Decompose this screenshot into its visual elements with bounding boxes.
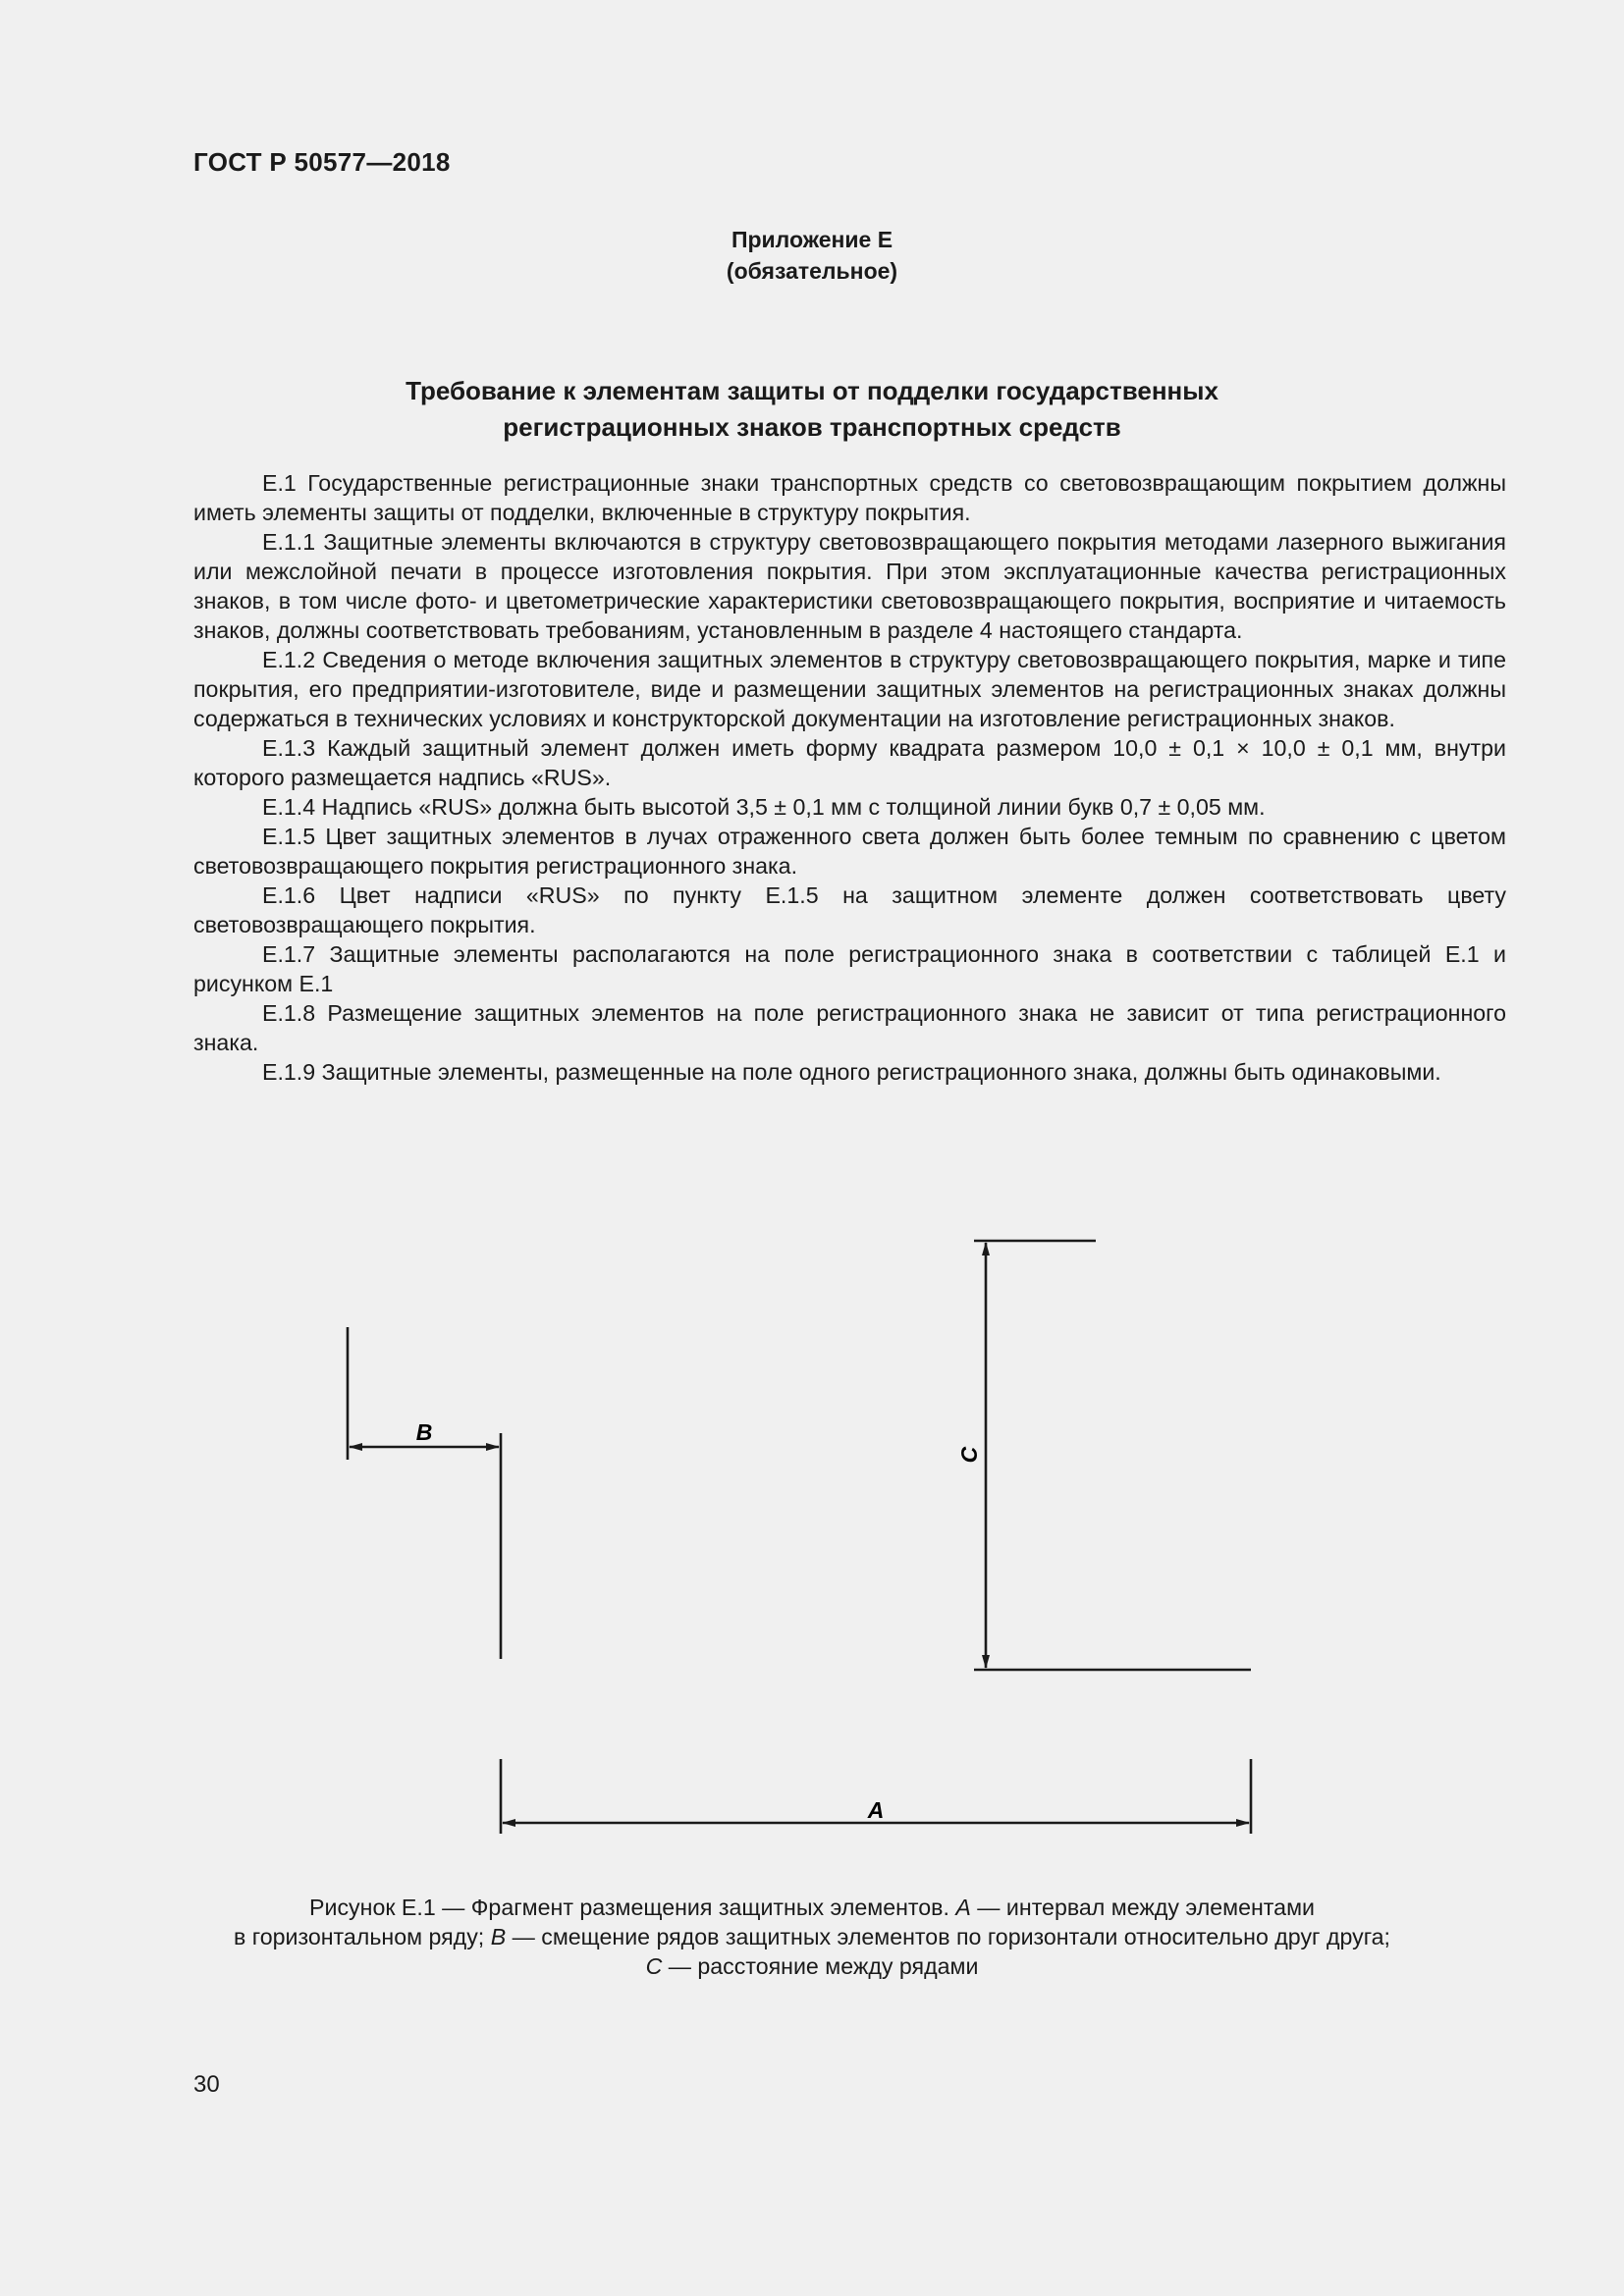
caption-line-1: Рисунок Е.1 — Фрагмент размещения защитных элементов. A — интервал между элементами xyxy=(309,1895,1315,1920)
paragraph-e1: Е.1 Государственные регистрационные знаки транспортных средств со световозвращающим покрытием должны иметь элементы защиты от подделки, включенные в структуру покрытия. xyxy=(193,470,1506,525)
appendix-heading xyxy=(0,224,1624,287)
appendix-title-line-1: Требование к элементам защиты от подделки государственных xyxy=(406,376,1218,405)
paragraph-e1-7: Е.1.7 Защитные элементы располагаются на поле регистрационного знака в соответствии с таблицей Е.1 и рисунком Е.1 xyxy=(193,941,1506,996)
body-text xyxy=(193,468,1506,1087)
paragraph-e1-8: Е.1.8 Размещение защитных элементов на поле регистрационного знака не зависит от типа регистрационного знака. xyxy=(193,1000,1506,1055)
paragraph-e1-5: Е.1.5 Цвет защитных элементов в лучах отраженного света должен быть более темным по сравнению с цветом световозвращающего покрытия регистрационного знака. xyxy=(193,824,1506,879)
appendix-title xyxy=(0,373,1624,446)
paragraph-e1-9: Е.1.9 Защитные элементы, размещенные на поле одного регистрационного знака, должны быть одинаковыми. xyxy=(262,1059,1441,1085)
dimension-label-c: C xyxy=(956,1446,982,1464)
appendix-label: Приложение Е xyxy=(731,227,893,252)
paragraph-e1-4: Е.1.4 Надпись «RUS» должна быть высотой 3,5 ± 0,1 мм с толщиной линии букв 0,7 ± 0,05 мм. xyxy=(262,794,1266,820)
figure-caption xyxy=(0,1893,1624,1981)
caption-line-3: C — расстояние между рядами xyxy=(645,1953,979,1979)
dimension-label-a: A xyxy=(867,1797,885,1823)
document-code: ГОСТ Р 50577—2018 xyxy=(193,147,451,177)
figure-e1-diagram xyxy=(0,1217,1624,1855)
page-number: 30 xyxy=(193,2071,220,2098)
paragraph-e1-3: Е.1.3 Каждый защитный элемент должен иметь форму квадрата размером 10,0 ± 0,1 × 10,0 ± 0,1 мм, внутри которого размещается надпись «RUS». xyxy=(193,735,1506,790)
appendix-title-line-2: регистрационных знаков транспортных средств xyxy=(503,412,1121,442)
appendix-status: (обязательное) xyxy=(726,258,898,284)
paragraph-e1-2: Е.1.2 Сведения о методе включения защитных элементов в структуру световозвращающего покрытия, марке и типе покрытия, его предприятии-изготовителе, виде и размещении защитных элементов на регистрационных знаках должны содержаться в технических условиях и конструкторской документации на изготовление регистрационных знаков. xyxy=(193,647,1506,731)
paragraph-e1-1: Е.1.1 Защитные элементы включаются в структуру световозвращающего покрытия методами лазерного выжигания или межслойной печати в процессе изготовления покрытия. При этом эксплуатационные качества регистрационных знаков, в том числе фото- и цветометрические характеристики световозвращающего покрытия, восприятие и читаемость знаков, должны соответствовать требованиям, установленным в разделе 4 настоящего стандарта. xyxy=(193,529,1506,643)
caption-line-2: в горизонтальном ряду; B — смещение рядов защитных элементов по горизонтали относительно друг друга; xyxy=(234,1924,1390,1949)
dimension-label-b: B xyxy=(415,1419,433,1445)
paragraph-e1-6: Е.1.6 Цвет надписи «RUS» по пункту Е.1.5 на защитном элементе должен соответствовать цвету световозвращающего покрытия. xyxy=(193,882,1506,937)
